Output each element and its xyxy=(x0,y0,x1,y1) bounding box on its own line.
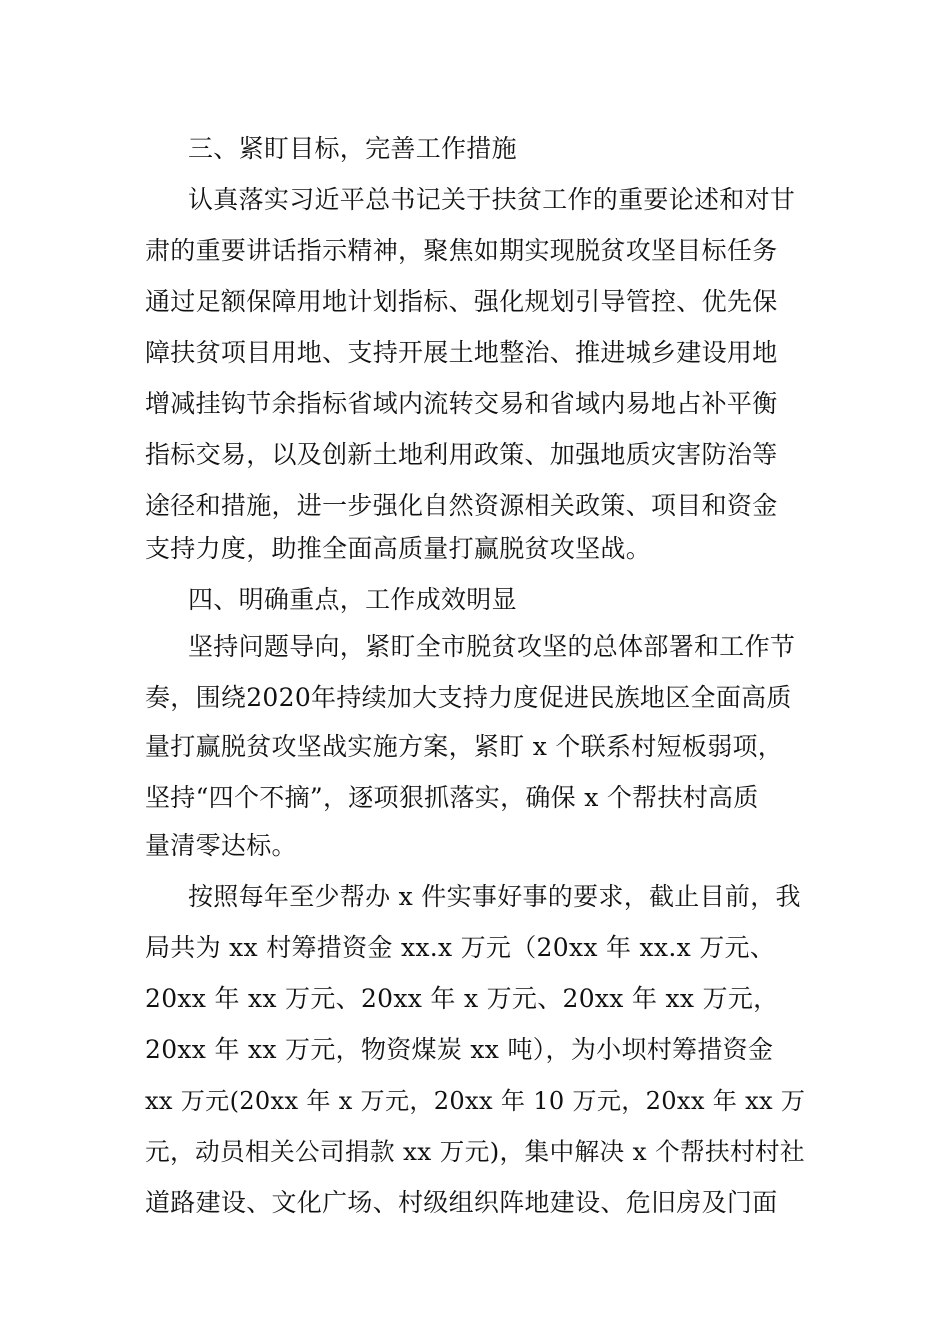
text-line: 通过足额保障用地计划指标、强化规划引导管控、优先保 xyxy=(145,287,778,316)
text-line: 指标交易，以及创新土地利用政策、加强地质灾害防治等 xyxy=(145,440,778,469)
text-line: 增减挂钩节余指标省域内流转交易和省域内易地占补平衡 xyxy=(145,389,778,418)
section-heading-4: 四、明确重点，工作成效明显 xyxy=(188,585,517,614)
text-line: 肃的重要讲话指示精神，聚焦如期实现脱贫攻坚目标任务 xyxy=(145,236,778,265)
text-line: 元，动员相关公司捐款 xx 万元)，集中解决 x 个帮扶村村社 xyxy=(145,1137,805,1166)
text-line: 量清零达标。 xyxy=(145,831,297,860)
text-line: 局共为 xx 村筹措资金 xx.x 万元（20xx 年 xx.x 万元、 xyxy=(145,933,776,962)
section-heading-3: 三、紧盯目标，完善工作措施 xyxy=(188,134,517,163)
text-line: 支持力度，助推全面高质量打赢脱贫攻坚战。 xyxy=(145,534,652,563)
text-line: 障扶贫项目用地、支持开展土地整治、推进城乡建设用地 xyxy=(145,338,778,367)
text-line: 坚持问题导向，紧盯全市脱贫攻坚的总体部署和工作节 xyxy=(188,632,796,661)
text-line: 认真落实习近平总书记关于扶贫工作的重要论述和对甘 xyxy=(188,185,796,214)
text-line: 量打赢脱贫攻坚战实施方案，紧盯 x 个联系村短板弱项， xyxy=(145,732,784,761)
text-line: 20xx 年 xx 万元，物资煤炭 xx 吨），为小坝村筹措资金 xyxy=(145,1035,774,1064)
text-line: 道路建设、文化广场、村级组织阵地建设、危旧房及门面 xyxy=(145,1188,778,1217)
text-line: xx 万元(20xx 年 x 万元，20xx 年 10 万元，20xx 年 xx 万 xyxy=(145,1087,806,1115)
text-line: 奏，围绕2020年持续加大支持力度促进民族地区全面高质 xyxy=(145,683,792,712)
text-line: 20xx 年 xx 万元、20xx 年 x 万元、20xx 年 xx 万元， xyxy=(145,984,779,1013)
text-line: 途径和措施，进一步强化自然资源相关政策、项目和资金 xyxy=(145,491,778,520)
text-line: 按照每年至少帮办 x 件实事好事的要求，截止目前，我 xyxy=(188,882,801,911)
text-line: 坚持“四个不摘”，逐项狠抓落实，确保 x 个帮扶村高质 xyxy=(145,783,759,812)
